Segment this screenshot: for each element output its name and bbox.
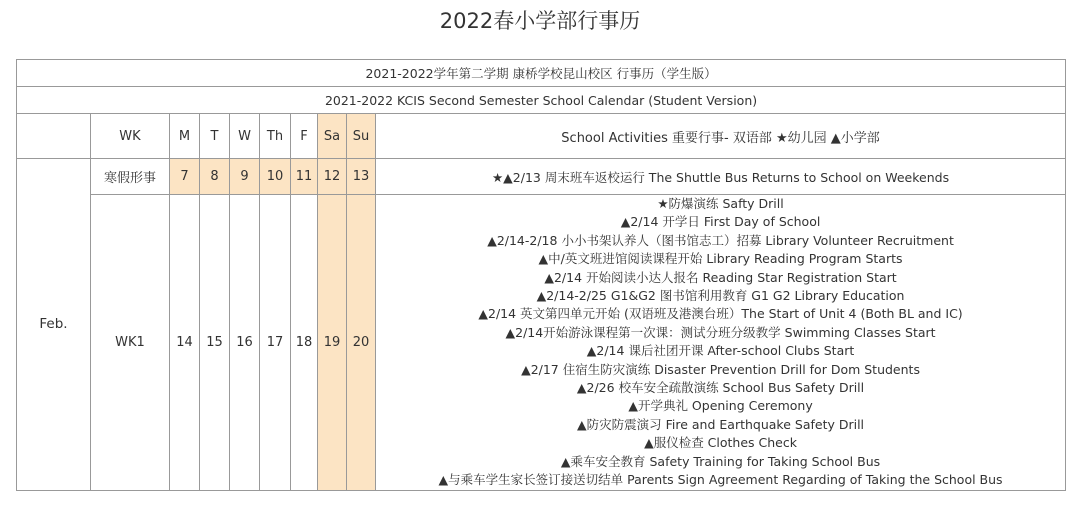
calendar-title-english: 2021-2022 KCIS Second Semester School Calendar (Student Version) — [17, 87, 1066, 114]
date-cell: 9 — [230, 159, 260, 195]
date-cell: 14 — [170, 195, 200, 491]
day-header-fri: F — [291, 114, 318, 159]
day-header-mon: M — [170, 114, 200, 159]
activity-item: ▲2/14-2/25 G1&G2 图书馆利用教育 G1 G2 Library Education — [536, 288, 905, 304]
date-cell: 8 — [200, 159, 230, 195]
column-header-row — [17, 114, 1066, 159]
calendar-title-chinese: 2021-2022学年第二学期 康桥学校昆山校区 行事历（学生版） — [17, 60, 1066, 87]
date-cell: 11 — [291, 159, 318, 195]
activity-item: ▲中/英文班进馆阅读课程开始 Library Reading Program Starts — [538, 251, 903, 267]
activity-item: ▲2/14 开始阅读小达人报名 Reading Star Registration Start — [544, 269, 897, 285]
activity-list — [376, 195, 1066, 491]
date-cell-weekend: 20 — [347, 195, 376, 491]
page-title: 2022春小学部行事历 — [439, 9, 641, 33]
date-cell: 15 — [200, 195, 230, 491]
activity-item: ▲2/14 英文第四单元开始 (双语班及港澳台班）The Start of Unit 4 (Both BL and IC) — [478, 306, 963, 322]
wk-column-header: WK — [91, 114, 170, 159]
activities-column-header: School Activities 重要行事- 双语部 ★幼儿园 ▲小学部 — [376, 114, 1066, 159]
date-cell: 17 — [260, 195, 291, 491]
activity-list — [376, 159, 1066, 195]
activity-item: ▲服仪检查 Clothes Check — [644, 435, 797, 451]
activity-item: ▲2/26 校车安全疏散演练 School Bus Safety Drill — [576, 380, 865, 396]
header-row-english — [17, 87, 1066, 114]
date-cell: 18 — [291, 195, 318, 491]
date-cell: 7 — [170, 159, 200, 195]
week-row — [17, 195, 1066, 491]
day-header-sat: Sa — [318, 114, 347, 159]
week-label: 寒假形事 — [91, 159, 170, 195]
activity-item: ★▲2/13 周末班车返校运行 The Shuttle Bus Returns to School on Weekends — [491, 169, 950, 185]
day-header-thu: Th — [260, 114, 291, 159]
day-header-sun: Su — [347, 114, 376, 159]
day-header-wed: W — [230, 114, 260, 159]
activity-item: ▲与乘车学生家长签订接送切结单 Parents Sign Agreement Regarding of Taking the School Bus — [438, 472, 1003, 488]
activity-item: ▲乘车安全教育 Safety Training for Taking School Bus — [560, 453, 881, 469]
date-cell: 10 — [260, 159, 291, 195]
week-label: WK1 — [91, 195, 170, 491]
month-cell: Feb. — [17, 159, 91, 491]
activity-item: ▲2/14开始游泳课程第一次课：测试分班分级教学 Swimming Classes Start — [505, 324, 936, 340]
week-row — [17, 159, 1066, 195]
date-cell-weekend: 13 — [347, 159, 376, 195]
school-calendar-table — [16, 59, 1066, 491]
activity-item: ▲2/14 开学日 First Day of School — [620, 214, 821, 230]
header-row-chinese — [17, 60, 1066, 87]
activity-item: ▲2/14-2/18 小小书架认养人（图书馆志工）招募 Library Volunteer Recruitment — [487, 232, 954, 248]
activity-item: ▲2/14 课后社团开课 After-school Clubs Start — [586, 343, 855, 359]
month-column-header — [17, 114, 91, 159]
day-header-tue: T — [200, 114, 230, 159]
date-cell: 16 — [230, 195, 260, 491]
date-cell-weekend: 12 — [318, 159, 347, 195]
date-cell-weekend: 19 — [318, 195, 347, 491]
activity-item: ▲防灾防震演习 Fire and Earthquake Safety Drill — [577, 416, 865, 432]
activity-item: ▲2/17 住宿生防灾演练 Disaster Prevention Drill for Dom Students — [521, 361, 920, 377]
activity-item: ★防爆演练 Safty Drill — [657, 196, 784, 211]
activity-item: ▲开学典礼 Opening Ceremony — [628, 398, 813, 414]
